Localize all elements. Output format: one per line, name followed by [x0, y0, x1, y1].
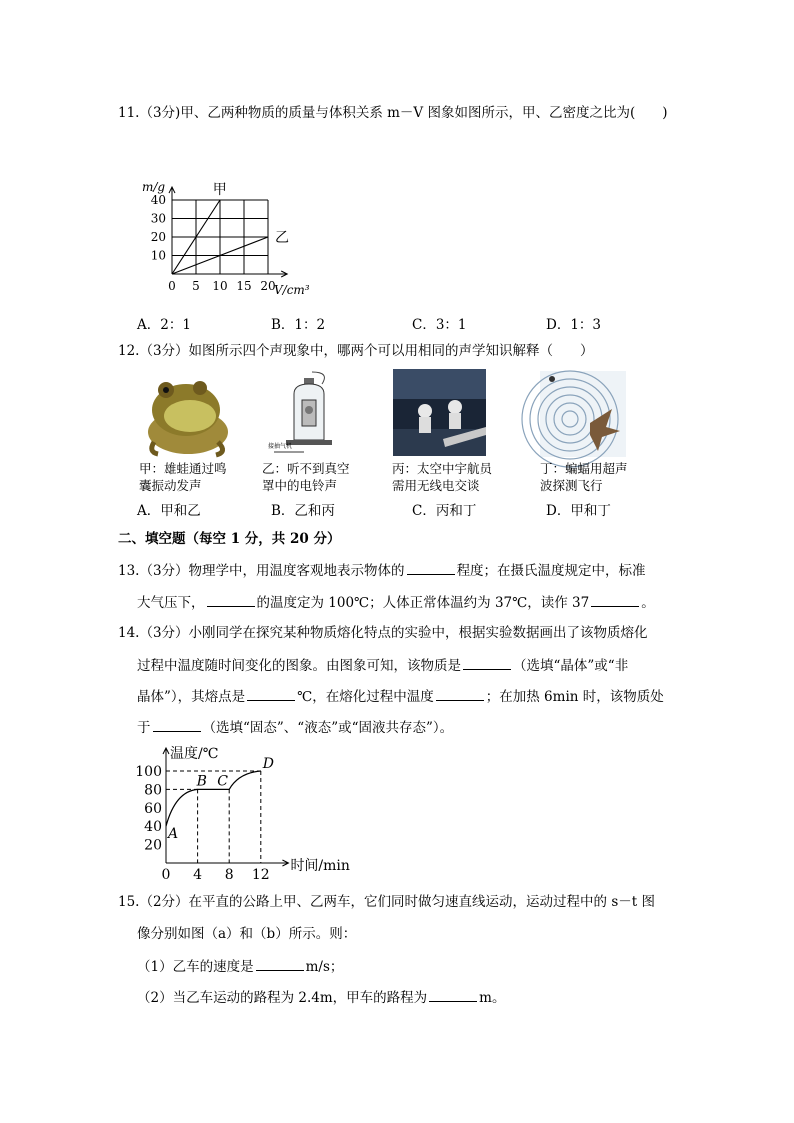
y-tick-label: 40 — [144, 819, 162, 836]
x-tick-label: 0 — [168, 279, 176, 293]
caption-bell-jar: 乙：听不到真空 罩中的电铃声 — [262, 461, 350, 493]
x-tick-label: 0 — [161, 867, 171, 883]
q13-blank-1[interactable] — [407, 560, 455, 575]
x-tick-label: 12 — [251, 867, 270, 883]
x-axis-label: 时间/min — [290, 858, 350, 874]
q11-option-d[interactable]: D．1：3 — [546, 317, 602, 333]
q11-option-a[interactable]: A．2：1 — [137, 317, 191, 333]
q14-line-3: 晶体”），其熔点是 ℃，在熔化过程中温度 ；在加热 6min 时，该物质处 — [137, 686, 664, 707]
q14-line-2: 过程中温度随时间变化的图象。由图象可知，该物质是 （选填“晶体”或“非 — [137, 655, 628, 676]
q13-blank-3[interactable] — [591, 592, 639, 607]
x-tick-label: 15 — [236, 279, 252, 293]
y-tick-label: 20 — [144, 837, 162, 854]
y-tick-label: 20 — [150, 230, 166, 244]
q12-option-c[interactable]: C．丙和丁 — [412, 503, 477, 519]
y-axis-label: m/g — [142, 180, 166, 195]
melting-curve — [166, 771, 261, 826]
q14-blank-4[interactable] — [153, 717, 201, 732]
x-tick-label: 10 — [212, 279, 228, 293]
point-label-c: C — [217, 773, 228, 790]
q12-option-b[interactable]: B．乙和丙 — [271, 503, 335, 519]
q13-line-1: 13.（3分）物理学中，用温度客观地表示物体的 程度；在摄氏温度规定中，标准 — [118, 560, 646, 581]
q11-mass-volume-chart — [140, 162, 315, 302]
y-tick-label: 100 — [135, 764, 162, 780]
q12-stem: 12.（3分）如图所示四个声现象中，哪两个可以用相同的声学知识解释（ ） — [118, 343, 594, 359]
y-tick-label: 40 — [150, 193, 166, 207]
y-tick-label: 30 — [150, 211, 166, 226]
y-tick-label: 60 — [144, 800, 162, 817]
q15-line-2: 像分别如图（a）和（b）所示。则： — [137, 926, 357, 942]
bell-jar-image — [264, 368, 354, 460]
series-label-yi: 乙 — [275, 230, 289, 246]
svg-text:接抽气机: 接抽气机 — [268, 443, 293, 450]
y-tick-label: 10 — [150, 248, 166, 263]
q15-line-1: 15.（2分）在平直的公路上甲、乙两车，它们同时做匀速直线运动，运动过程中的 s－t 图 — [118, 894, 655, 910]
x-tick-label: 5 — [192, 279, 200, 293]
caption-bat: 丁：蝙蝠用超声 波探测飞行 — [540, 461, 628, 493]
q14-blank-1[interactable] — [463, 655, 511, 670]
q12-option-a[interactable]: A．甲和乙 — [137, 503, 201, 519]
q12-option-d[interactable]: D．甲和丁 — [546, 503, 611, 519]
q14-blank-3[interactable] — [436, 686, 484, 701]
q14-line-1: 14.（3分）小刚同学在探究某种物质熔化特点的实验中，根据实验数据画出了该物质熔化 — [118, 625, 648, 641]
q11-stem: 11.（3分)甲、乙两种物质的质量与体积关系 m－V 图象如图所示，甲、乙密度之比为( ) — [118, 105, 668, 121]
point-label-a: A — [168, 826, 179, 843]
point-label-d: D — [262, 756, 275, 772]
point-label-b: B — [196, 773, 207, 790]
y-axis-label: 温度/℃ — [170, 746, 219, 762]
q15-blank-2[interactable] — [429, 987, 477, 1002]
y-tick-label: 80 — [144, 782, 162, 799]
caption-astronauts: 丙：太空中宇航员 需用无线电交谈 — [392, 461, 493, 493]
section-heading-fill-in: 二、填空题（每空 1 分，共 20 分） — [118, 531, 341, 547]
q15-line-4: （2）当乙车运动的路程为 2.4m，甲车的路程为 m。 — [137, 987, 505, 1008]
q13-line-2: 大气压下， 的温度定为 100℃；人体正常体温约为 37℃，读作 37 。 — [137, 592, 655, 613]
q15-line-3: （1）乙车的速度是 m/s； — [137, 956, 343, 977]
q11-option-b[interactable]: B．1：2 — [271, 317, 326, 333]
q14-melting-chart — [135, 742, 360, 883]
q11-option-c[interactable]: C．3：1 — [412, 317, 467, 333]
x-axis-label: V/cm³ — [274, 283, 310, 297]
q14-blank-2[interactable] — [247, 686, 295, 701]
q15-blank-1[interactable] — [256, 956, 304, 971]
x-tick-label: 8 — [224, 867, 234, 883]
caption-frog: 甲：雄蛙通过鸣 囊振动发声 — [139, 461, 227, 493]
x-tick-label: 20 — [260, 279, 276, 293]
series-label-jia: 甲 — [212, 182, 227, 198]
frog-image — [140, 372, 236, 458]
q14-line-4: 于 （选填“固态”、“液态”或“固液共存态”）。 — [137, 717, 453, 738]
x-tick-label: 4 — [193, 867, 203, 883]
q13-blank-2[interactable] — [207, 592, 255, 607]
astronauts-image — [393, 369, 486, 456]
bat-ultrasound-image — [540, 371, 626, 457]
